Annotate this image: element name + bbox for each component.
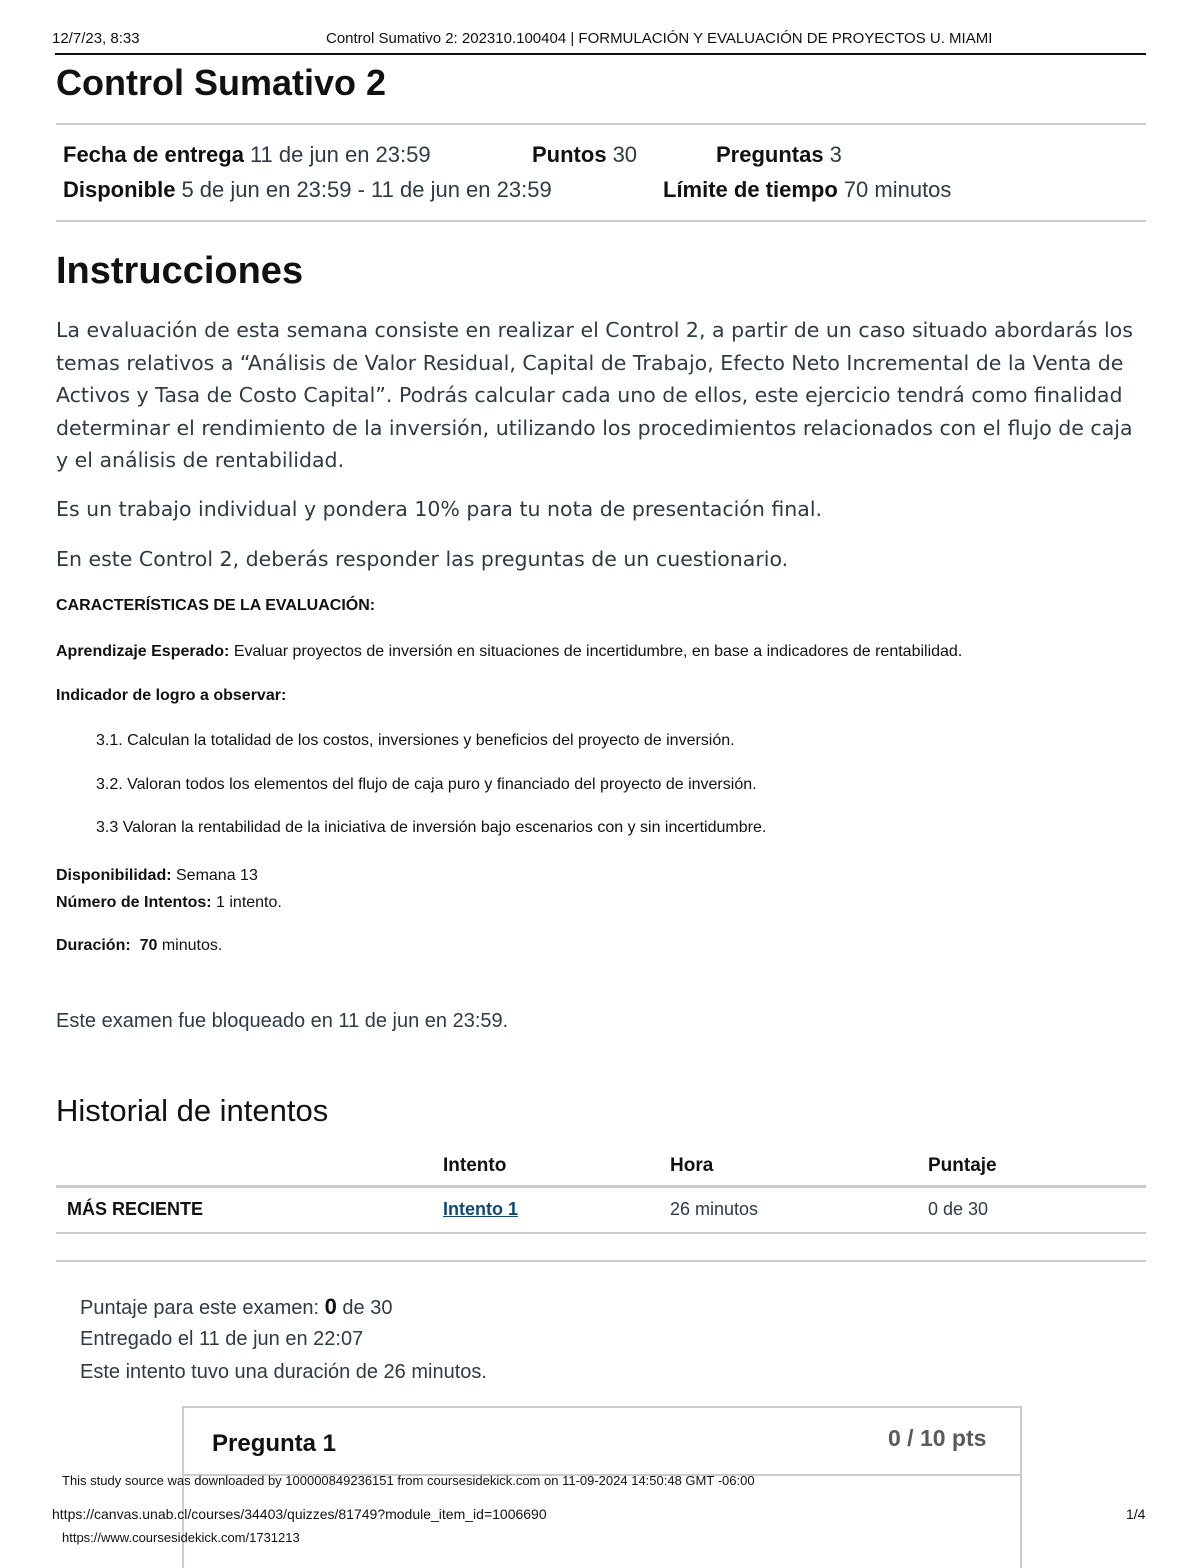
attempt-duration: Este intento tuvo una duración de 26 minutos. <box>80 1361 487 1383</box>
print-page-title: Control Sumativo 2: 202310.100404 | FORMULACIÓN Y EVALUACIÓN DE PROYECTOS U. MIAMI <box>326 30 993 47</box>
attempt-time: 26 minutos <box>670 1199 759 1219</box>
characteristics-heading: CARACTERÍSTICAS DE LA EVALUACIÓN: <box>56 597 376 614</box>
column-header-time: Hora <box>670 1155 714 1176</box>
learning-label: Aprendizaje Esperado: <box>56 643 230 660</box>
quiz-score <box>80 1294 392 1320</box>
due-date-value: 11 de jun en 23:59 <box>249 142 431 167</box>
questions-value: 3 <box>829 142 842 167</box>
questions-count <box>716 142 842 168</box>
indicator-item: 3.3 Valoran la rentabilidad de la iniciativa de inversión bajo escenarios con y sin incertidumbre. <box>96 819 767 836</box>
instructions-heading: Instrucciones <box>56 250 304 292</box>
title-divider <box>56 123 1146 125</box>
print-date: 12/7/23, 8:33 <box>52 30 140 47</box>
question-title: Pregunta 1 <box>212 1430 337 1457</box>
meta-divider <box>56 220 1146 222</box>
due-date-label: Fecha de entrega <box>63 142 244 167</box>
page-title: Control Sumativo 2 <box>56 62 387 103</box>
available-value: 5 de jun en 23:59 - 11 de jun en 23:59 <box>181 177 552 202</box>
learning-value: Evaluar proyectos de inversión en situaciones de incertidumbre, en base a indicadores de rentabilidad. <box>233 643 963 660</box>
attempt-1-link[interactable]: Intento 1 <box>443 1199 518 1219</box>
questions-label: Preguntas <box>716 142 824 167</box>
points <box>532 142 637 168</box>
points-value: 30 <box>612 142 638 167</box>
duration-unit: minutos. <box>161 937 223 954</box>
due-date <box>63 142 431 168</box>
submitted-at: Entregado el 11 de jun en 22:07 <box>80 1328 364 1350</box>
header-divider <box>55 53 1146 55</box>
instructions-paragraph: La evaluación de esta semana consiste en realizar el Control 2, a partir de un caso situado abordarás los temas relativos a “Análisis de Valor Residual, Capital de Trabajo, Efecto Neto Incremental de la Venta de Activos y Tasa de Costo Capital”. Podrás calcular cada uno de ellos, este ejercicio tendrá como finalidad determinar el rendimiento de la inversión, utilizando los procedimientos relacionados con el flujo de caja y el análisis de rentabilidad. <box>56 318 1133 472</box>
availability-window <box>63 177 552 203</box>
history-heading: Historial de intentos <box>56 1093 329 1128</box>
availability-label: Disponibilidad: <box>56 867 172 884</box>
indicator-heading: Indicador de logro a observar: <box>56 687 287 704</box>
source-url: https://www.coursesidekick.com/1731213 <box>62 1530 300 1545</box>
time-limit-label: Límite de tiempo <box>663 177 838 202</box>
instructions-paragraph: En este Control 2, deberás responder las preguntas de un cuestionario. <box>56 547 789 571</box>
score-value: 0 <box>324 1294 337 1319</box>
time-limit <box>663 177 951 203</box>
row-label-most-recent: MÁS RECIENTE <box>67 1199 204 1219</box>
attempts-label: Número de Intentos: <box>56 894 212 911</box>
instructions-body <box>56 314 1146 592</box>
column-header-attempt: Intento <box>443 1155 507 1176</box>
learning-outcome <box>56 643 962 661</box>
indicator-item: 3.1. Calculan la totalidad de los costos, inversiones y beneficios del proyecto de inversión. <box>96 732 735 749</box>
section-divider <box>56 1260 1146 1262</box>
page-url: https://canvas.unab.cl/courses/34403/quizzes/81749?module_item_id=1006690 <box>52 1506 547 1522</box>
score-suffix: de 30 <box>342 1297 393 1319</box>
attempts-value: 1 intento. <box>216 894 282 911</box>
score-prefix: Puntaje para este examen: <box>80 1297 320 1319</box>
attempt-score: 0 de 30 <box>928 1199 989 1219</box>
duration-value: 70 <box>139 937 158 954</box>
download-watermark: This study source was downloaded by 100000849236151 from coursesidekick.com on 11-09-2024 14:50:48 GMT -06:00 <box>62 1473 755 1488</box>
column-header-score: Puntaje <box>928 1155 997 1176</box>
duration <box>56 937 222 955</box>
points-label: Puntos <box>532 142 607 167</box>
table-header-divider <box>56 1185 1146 1188</box>
indicator-item: 3.2. Valoran todos los elementos del flujo de caja puro y financiado del proyecto de inversión. <box>96 776 757 793</box>
instructions-paragraph: Es un trabajo individual y pondera 10% para tu nota de presentación final. <box>56 496 823 521</box>
availability-value: Semana 13 <box>176 867 258 884</box>
duration-label: Duración: <box>56 937 131 954</box>
attempts-allowed <box>56 894 282 912</box>
table-row-divider <box>56 1232 1146 1234</box>
page-number: 1/4 <box>1126 1506 1146 1522</box>
availability <box>56 867 258 885</box>
time-limit-value: 70 minutos <box>843 177 952 202</box>
available-label: Disponible <box>63 177 176 202</box>
question-points: 0 / 10 pts <box>888 1425 987 1451</box>
locked-message: Este examen fue bloqueado en 11 de jun en 23:59. <box>56 1010 509 1032</box>
